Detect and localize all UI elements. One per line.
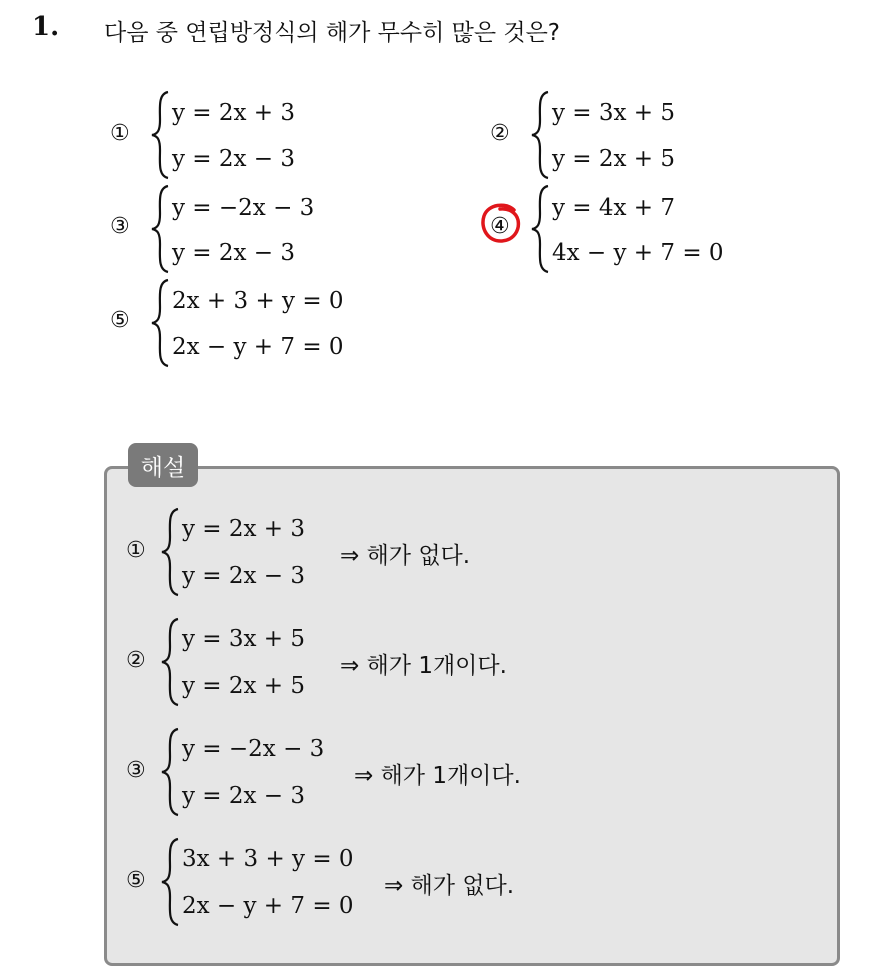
option-1-brace [150, 90, 172, 180]
solution-1-eq2: y = 2x − 3 [182, 563, 306, 589]
solution-2-eq2: y = 2x + 5 [182, 673, 306, 699]
option-4-eq1: y = 4x + 7 [552, 195, 676, 221]
solution-5-eq2: 2x − y + 7 = 0 [182, 893, 354, 919]
option-1-marker: ① [110, 121, 130, 146]
option-3-eq2: y = 2x − 3 [172, 240, 296, 266]
solution-5-eq1: 3x + 3 + y = 0 [182, 846, 354, 872]
option-3-eq1: y = −2x − 3 [172, 195, 315, 221]
option-2-eq2: y = 2x + 5 [552, 146, 676, 172]
solution-3-result: ⇒ 해가 1개이다. [354, 763, 521, 789]
option-1-eq2: y = 2x − 3 [172, 146, 296, 172]
solution-5-marker: ⑤ [126, 868, 146, 893]
option-4-brace [530, 184, 552, 274]
option-2-brace [530, 90, 552, 180]
solution-3-eq1: y = −2x − 3 [182, 736, 325, 762]
option-2-marker: ② [490, 121, 510, 146]
question-number: 1. [32, 12, 60, 42]
solution-3-brace [160, 726, 182, 818]
solution-5-result: ⇒ 해가 없다. [384, 873, 515, 899]
solution-tag: 해설 [128, 443, 198, 487]
option-5-brace [150, 278, 172, 368]
option-3-marker: ③ [110, 214, 130, 239]
question-text: 다음 중 연립방정식의 해가 무수히 많은 것은? [104, 20, 560, 46]
option-2-eq1: y = 3x + 5 [552, 100, 676, 126]
option-3-brace [150, 184, 172, 274]
option-5-eq2: 2x − y + 7 = 0 [172, 334, 344, 360]
option-5-eq1: 2x + 3 + y = 0 [172, 288, 344, 314]
solution-5-brace [160, 836, 182, 928]
option-5-marker: ⑤ [110, 308, 130, 333]
solution-2-eq1: y = 3x + 5 [182, 626, 306, 652]
solution-1-marker: ① [126, 538, 146, 563]
solution-1-eq1: y = 2x + 3 [182, 516, 306, 542]
solution-2-marker: ② [126, 648, 146, 673]
solution-1-result: ⇒ 해가 없다. [340, 543, 471, 569]
solution-3-marker: ③ [126, 758, 146, 783]
solution-1-brace [160, 506, 182, 598]
option-4-marker: ④ [490, 214, 510, 239]
option-1-eq1: y = 2x + 3 [172, 100, 296, 126]
solution-2-brace [160, 616, 182, 708]
solution-3-eq2: y = 2x − 3 [182, 783, 306, 809]
option-4-eq2: 4x − y + 7 = 0 [552, 240, 724, 266]
solution-2-result: ⇒ 해가 1개이다. [340, 653, 507, 679]
